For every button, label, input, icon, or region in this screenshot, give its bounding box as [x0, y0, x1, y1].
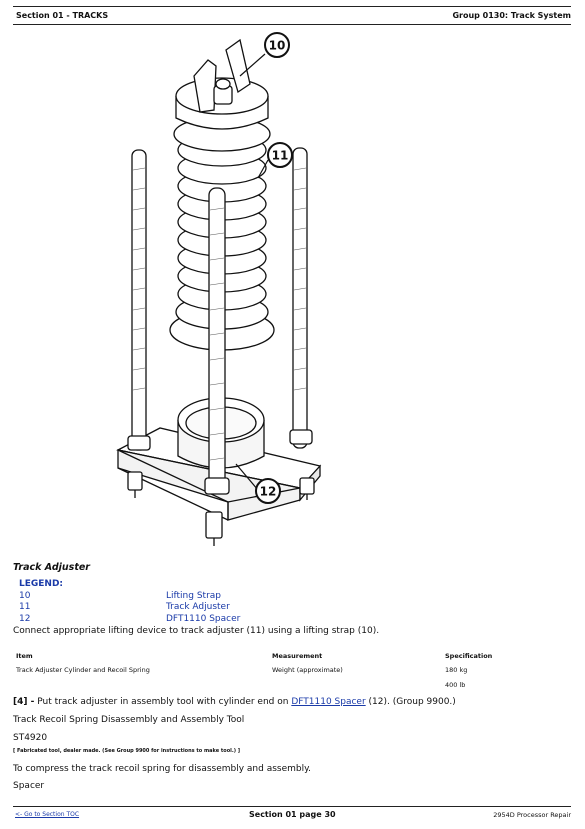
table-header-specification: Specification — [445, 652, 493, 660]
instruction-text: Connect appropriate lifting device to track adjuster (11) using a lifting strap (10). — [13, 626, 380, 636]
legend-text-spacer: DFT1110 Spacer — [166, 614, 241, 624]
step-text-end: (12). (Group 9900.) — [368, 697, 456, 707]
table-cell-spec-kg: 180 kg — [445, 666, 468, 674]
go-to-toc-link[interactable]: <- Go to Section TOC — [15, 811, 80, 818]
footer-manual-title: 2954D Processor Repair — [493, 811, 571, 819]
tool-number: ST4920 — [13, 733, 48, 743]
footer-rule — [13, 806, 571, 807]
track-adjuster-figure — [100, 30, 340, 555]
header-group-title: Group 0130: Track System — [452, 11, 571, 20]
callout-11: 11 — [271, 148, 289, 163]
header-top-rule — [13, 6, 571, 7]
table-cell-spec-lb: 400 lb — [445, 681, 466, 689]
step-4 — [13, 697, 456, 707]
front-rod-nut — [205, 478, 229, 494]
callout-12: 12 — [259, 484, 277, 499]
legend-num-10: 10 — [19, 591, 31, 601]
step-text: Put track adjuster in assembly tool with cylinder end on — [37, 697, 289, 707]
legend-heading: LEGEND: — [19, 579, 64, 589]
figure-title: Track Adjuster — [13, 562, 90, 573]
tool-spacer-label: Spacer — [13, 781, 45, 791]
tool-purpose: To compress the track recoil spring for disassembly and assembly. — [13, 764, 312, 774]
tool-note: [ Fabricated tool, dealer made. (See Group 9900 for instructions to make tool.) ] — [13, 748, 241, 754]
tool-name: Track Recoil Spring Disassembly and Assembly Tool — [13, 715, 245, 725]
callout-10: 10 — [268, 38, 286, 53]
table-header-measurement: Measurement — [272, 652, 323, 660]
legend-text-track-adjuster: Track Adjuster — [166, 602, 230, 612]
header-bottom-rule — [13, 24, 571, 25]
table-cell-item: Track Adjuster Cylinder and Recoil Spring — [16, 666, 150, 674]
step-number: [4] - — [13, 697, 35, 707]
spacer-link[interactable]: DFT1110 Spacer — [291, 697, 366, 707]
header-section-title: Section 01 - TRACKS — [16, 11, 109, 20]
footer-page-number: Section 01 page 30 — [249, 810, 336, 819]
legend-text-lifting-strap: Lifting Strap — [166, 591, 222, 601]
legend-num-11: 11 — [19, 602, 31, 612]
table-cell-measurement: Weight (approximate) — [272, 666, 343, 674]
legend-num-12: 12 — [19, 614, 31, 624]
table-header-item: Item — [16, 652, 33, 660]
